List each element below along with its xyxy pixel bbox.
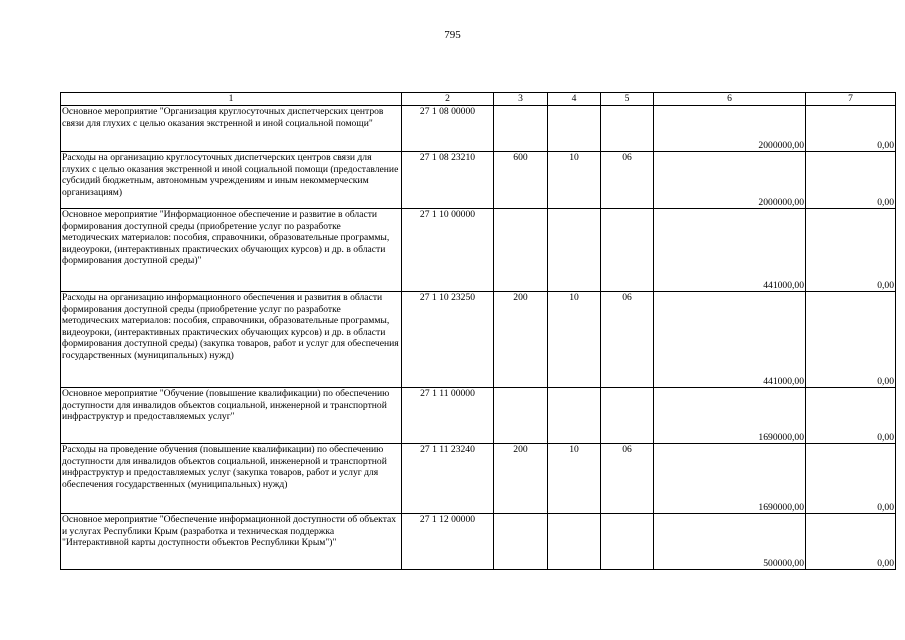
row-section: 10 bbox=[548, 444, 601, 514]
row-code: 27 1 10 23250 bbox=[402, 292, 494, 388]
row-expense-type: 200 bbox=[494, 444, 548, 514]
budget-table bbox=[60, 92, 896, 570]
page-number: 795 bbox=[444, 29, 461, 41]
row-code: 27 1 08 23210 bbox=[402, 152, 494, 209]
row-amount-2: 0,00 bbox=[806, 106, 896, 152]
row-amount-2: 0,00 bbox=[806, 444, 896, 514]
row-amount: 1690000,00 bbox=[654, 444, 806, 514]
row-description: Основное мероприятие "Обучение (повышение квалификации) по обеспечению доступности для инвалидов объектов социальной, инженерной и транспортной инфраструктур и предоставляемых услуг" bbox=[61, 388, 402, 444]
table-row bbox=[61, 106, 896, 152]
row-subsection bbox=[601, 209, 654, 292]
column-header: 1 bbox=[61, 93, 402, 106]
row-expense-type bbox=[494, 106, 548, 152]
row-section bbox=[548, 514, 601, 570]
row-amount-2: 0,00 bbox=[806, 292, 896, 388]
row-amount: 1690000,00 bbox=[654, 388, 806, 444]
row-amount: 441000,00 bbox=[654, 209, 806, 292]
column-header: 5 bbox=[601, 93, 654, 106]
table-row bbox=[61, 388, 896, 444]
row-amount-2: 0,00 bbox=[806, 152, 896, 209]
row-expense-type: 200 bbox=[494, 292, 548, 388]
row-code: 27 1 11 00000 bbox=[402, 388, 494, 444]
table-row bbox=[61, 209, 896, 292]
row-subsection bbox=[601, 388, 654, 444]
row-code: 27 1 11 23240 bbox=[402, 444, 494, 514]
row-description: Основное мероприятие "Информационное обеспечение и развитие в области формирования доступной среды (приобретение услуг по разработке методических материалов: пособия, справочники, образовательные программы, видеоуроки, (интерактивных практических обучающих курсов) и др. в области формирования доступной среды)" bbox=[61, 209, 402, 292]
row-amount: 2000000,00 bbox=[654, 106, 806, 152]
column-header: 3 bbox=[494, 93, 548, 106]
row-subsection: 06 bbox=[601, 444, 654, 514]
row-code: 27 1 12 00000 bbox=[402, 514, 494, 570]
row-subsection: 06 bbox=[601, 292, 654, 388]
row-expense-type: 600 bbox=[494, 152, 548, 209]
row-amount-2: 0,00 bbox=[806, 388, 896, 444]
row-description: Расходы на проведение обучения (повышение квалификации) по обеспечению доступности для инвалидов объектов социальной, инженерной и транспортной инфраструктур и предоставляемых услуг (закупка товаров, работ и услуг для обеспечения государственных (муниципальных) нужд) bbox=[61, 444, 402, 514]
row-description: Расходы на организацию круглосуточных диспетчерских центров связи для глухих с целью оказания экстренной и иной социальной помощи (предоставление субсидий бюджетным, автономным учреждениям и иным некоммерческим организациям) bbox=[61, 152, 402, 209]
column-number-header bbox=[61, 93, 896, 106]
column-header: 4 bbox=[548, 93, 601, 106]
row-description: Расходы на организацию информационного обеспечения и развития в области формирования доступной среды (приобретение услуг по разработке методических материалов: пособия, справочники, образовательные программы, видеоуроки, (интерактивных практических обучающих курсов) и др. в области формирования доступной среды) (закупка товаров, работ и услуг для обеспечения государственных (муниципальных) нужд) bbox=[61, 292, 402, 388]
row-code: 27 1 10 00000 bbox=[402, 209, 494, 292]
column-header: 6 bbox=[654, 93, 806, 106]
row-amount: 500000,00 bbox=[654, 514, 806, 570]
row-expense-type bbox=[494, 209, 548, 292]
row-code: 27 1 08 00000 bbox=[402, 106, 494, 152]
row-description: Основное мероприятие "Обеспечение информационной доступности об объектах и услугах Республики Крым (разработка и техническая поддержка "Интерактивной карты доступности объектов Республики Крым")" bbox=[61, 514, 402, 570]
table-row bbox=[61, 514, 896, 570]
row-expense-type bbox=[494, 388, 548, 444]
row-section bbox=[548, 209, 601, 292]
row-amount-2: 0,00 bbox=[806, 209, 896, 292]
row-section: 10 bbox=[548, 152, 601, 209]
column-header: 7 bbox=[806, 93, 896, 106]
table-row bbox=[61, 292, 896, 388]
row-subsection: 06 bbox=[601, 152, 654, 209]
row-section bbox=[548, 388, 601, 444]
row-section: 10 bbox=[548, 292, 601, 388]
row-subsection bbox=[601, 514, 654, 570]
row-amount: 2000000,00 bbox=[654, 152, 806, 209]
row-section bbox=[548, 106, 601, 152]
table-row bbox=[61, 444, 896, 514]
column-header: 2 bbox=[402, 93, 494, 106]
row-description: Основное мероприятие "Организация круглосуточных диспетчерских центров связи для глухих с целью оказания экстренной и иной социальной помощи" bbox=[61, 106, 402, 152]
row-amount-2: 0,00 bbox=[806, 514, 896, 570]
row-amount: 441000,00 bbox=[654, 292, 806, 388]
table-row bbox=[61, 152, 896, 209]
row-expense-type bbox=[494, 514, 548, 570]
row-subsection bbox=[601, 106, 654, 152]
